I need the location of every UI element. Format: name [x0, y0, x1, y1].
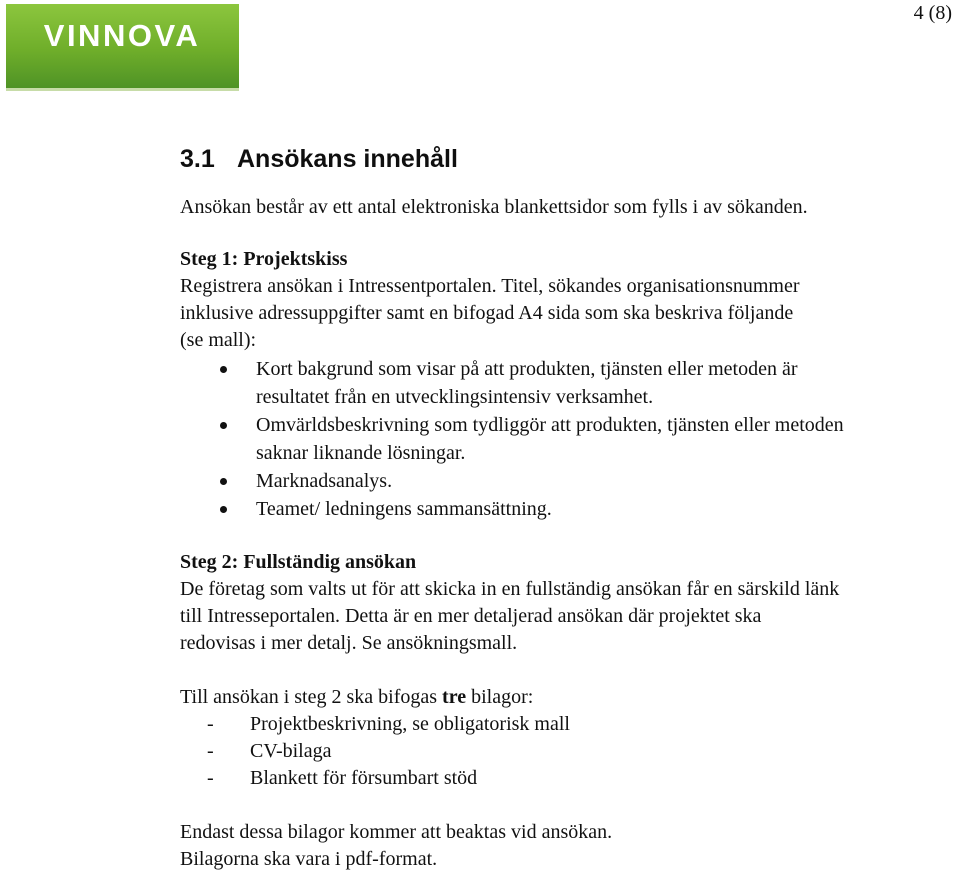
vinnova-logo-graphic [6, 4, 239, 88]
step1-line: inklusive adressuppgifter samt en bifogad A4 sida som ska beskriva följande [180, 302, 794, 324]
attachments-intro-end: bilagor: [466, 686, 534, 708]
vinnova-logo [6, 4, 239, 91]
step2-line: till Intresseportalen. Detta är en mer detaljerad ansökan där projektet ska [180, 605, 762, 627]
bullet-icon [220, 422, 227, 429]
step2-heading: Steg 2: Fullständig ansökan [180, 551, 417, 573]
step2-line: De företag som valts ut för att skicka in en fullständig ansökan får en särskild länk [180, 578, 840, 600]
step1-line: Registrera ansökan i Intressentportalen. Titel, sökandes organisationsnummer [180, 275, 800, 297]
bullet-icon [220, 506, 227, 513]
bullet-text: resultatet från en utvecklingsintensiv verksamhet. [256, 386, 654, 408]
bullet-icon [220, 478, 227, 485]
page-number: 4 (8) [913, 2, 952, 24]
bullet-text: Teamet/ ledningens sammansättning. [256, 498, 552, 520]
section-number: 3.1 [180, 145, 215, 173]
bullet-text: Omvärldsbeskrivning som tydliggör att produkten, tjänsten eller metoden [256, 414, 844, 436]
section-title: Ansökans innehåll [237, 145, 458, 173]
section-intro: Ansökan består av ett antal elektroniska blankettsidor som fylls i av sökanden. [180, 196, 808, 218]
attachment-text: Blankett för försumbart stöd [250, 767, 478, 789]
attachments-intro [180, 684, 533, 711]
bullet-text: saknar liknande lösningar. [256, 442, 466, 464]
step1-heading: Steg 1: Projektskiss [180, 248, 348, 270]
bullet-text: Kort bakgrund som visar på att produkten, tjänsten eller metoden är [256, 358, 798, 380]
closing-line: Endast dessa bilagor kommer att beaktas vid ansökan. [180, 821, 613, 843]
dash-marker: - [207, 740, 214, 762]
dash-marker: - [207, 713, 214, 735]
step2-line: redovisas i mer detalj. Se ansökningsmall. [180, 632, 518, 654]
bullet-icon [220, 366, 227, 373]
step1-line: (se mall): [180, 329, 257, 351]
dash-marker: - [207, 767, 214, 789]
attachment-text: Projektbeskrivning, se obligatorisk mall [250, 713, 570, 735]
attachment-text: CV-bilaga [250, 740, 332, 762]
bullet-text: Marknadsanalys. [256, 470, 393, 492]
attachments-count: tre [442, 686, 467, 708]
attachments-intro-text: Till ansökan i steg 2 ska bifogas [180, 686, 443, 708]
closing-line: Bilagorna ska vara i pdf-format. [180, 848, 438, 870]
logo-wordmark: VINNOVA [43, 18, 201, 53]
section-heading [180, 145, 458, 174]
